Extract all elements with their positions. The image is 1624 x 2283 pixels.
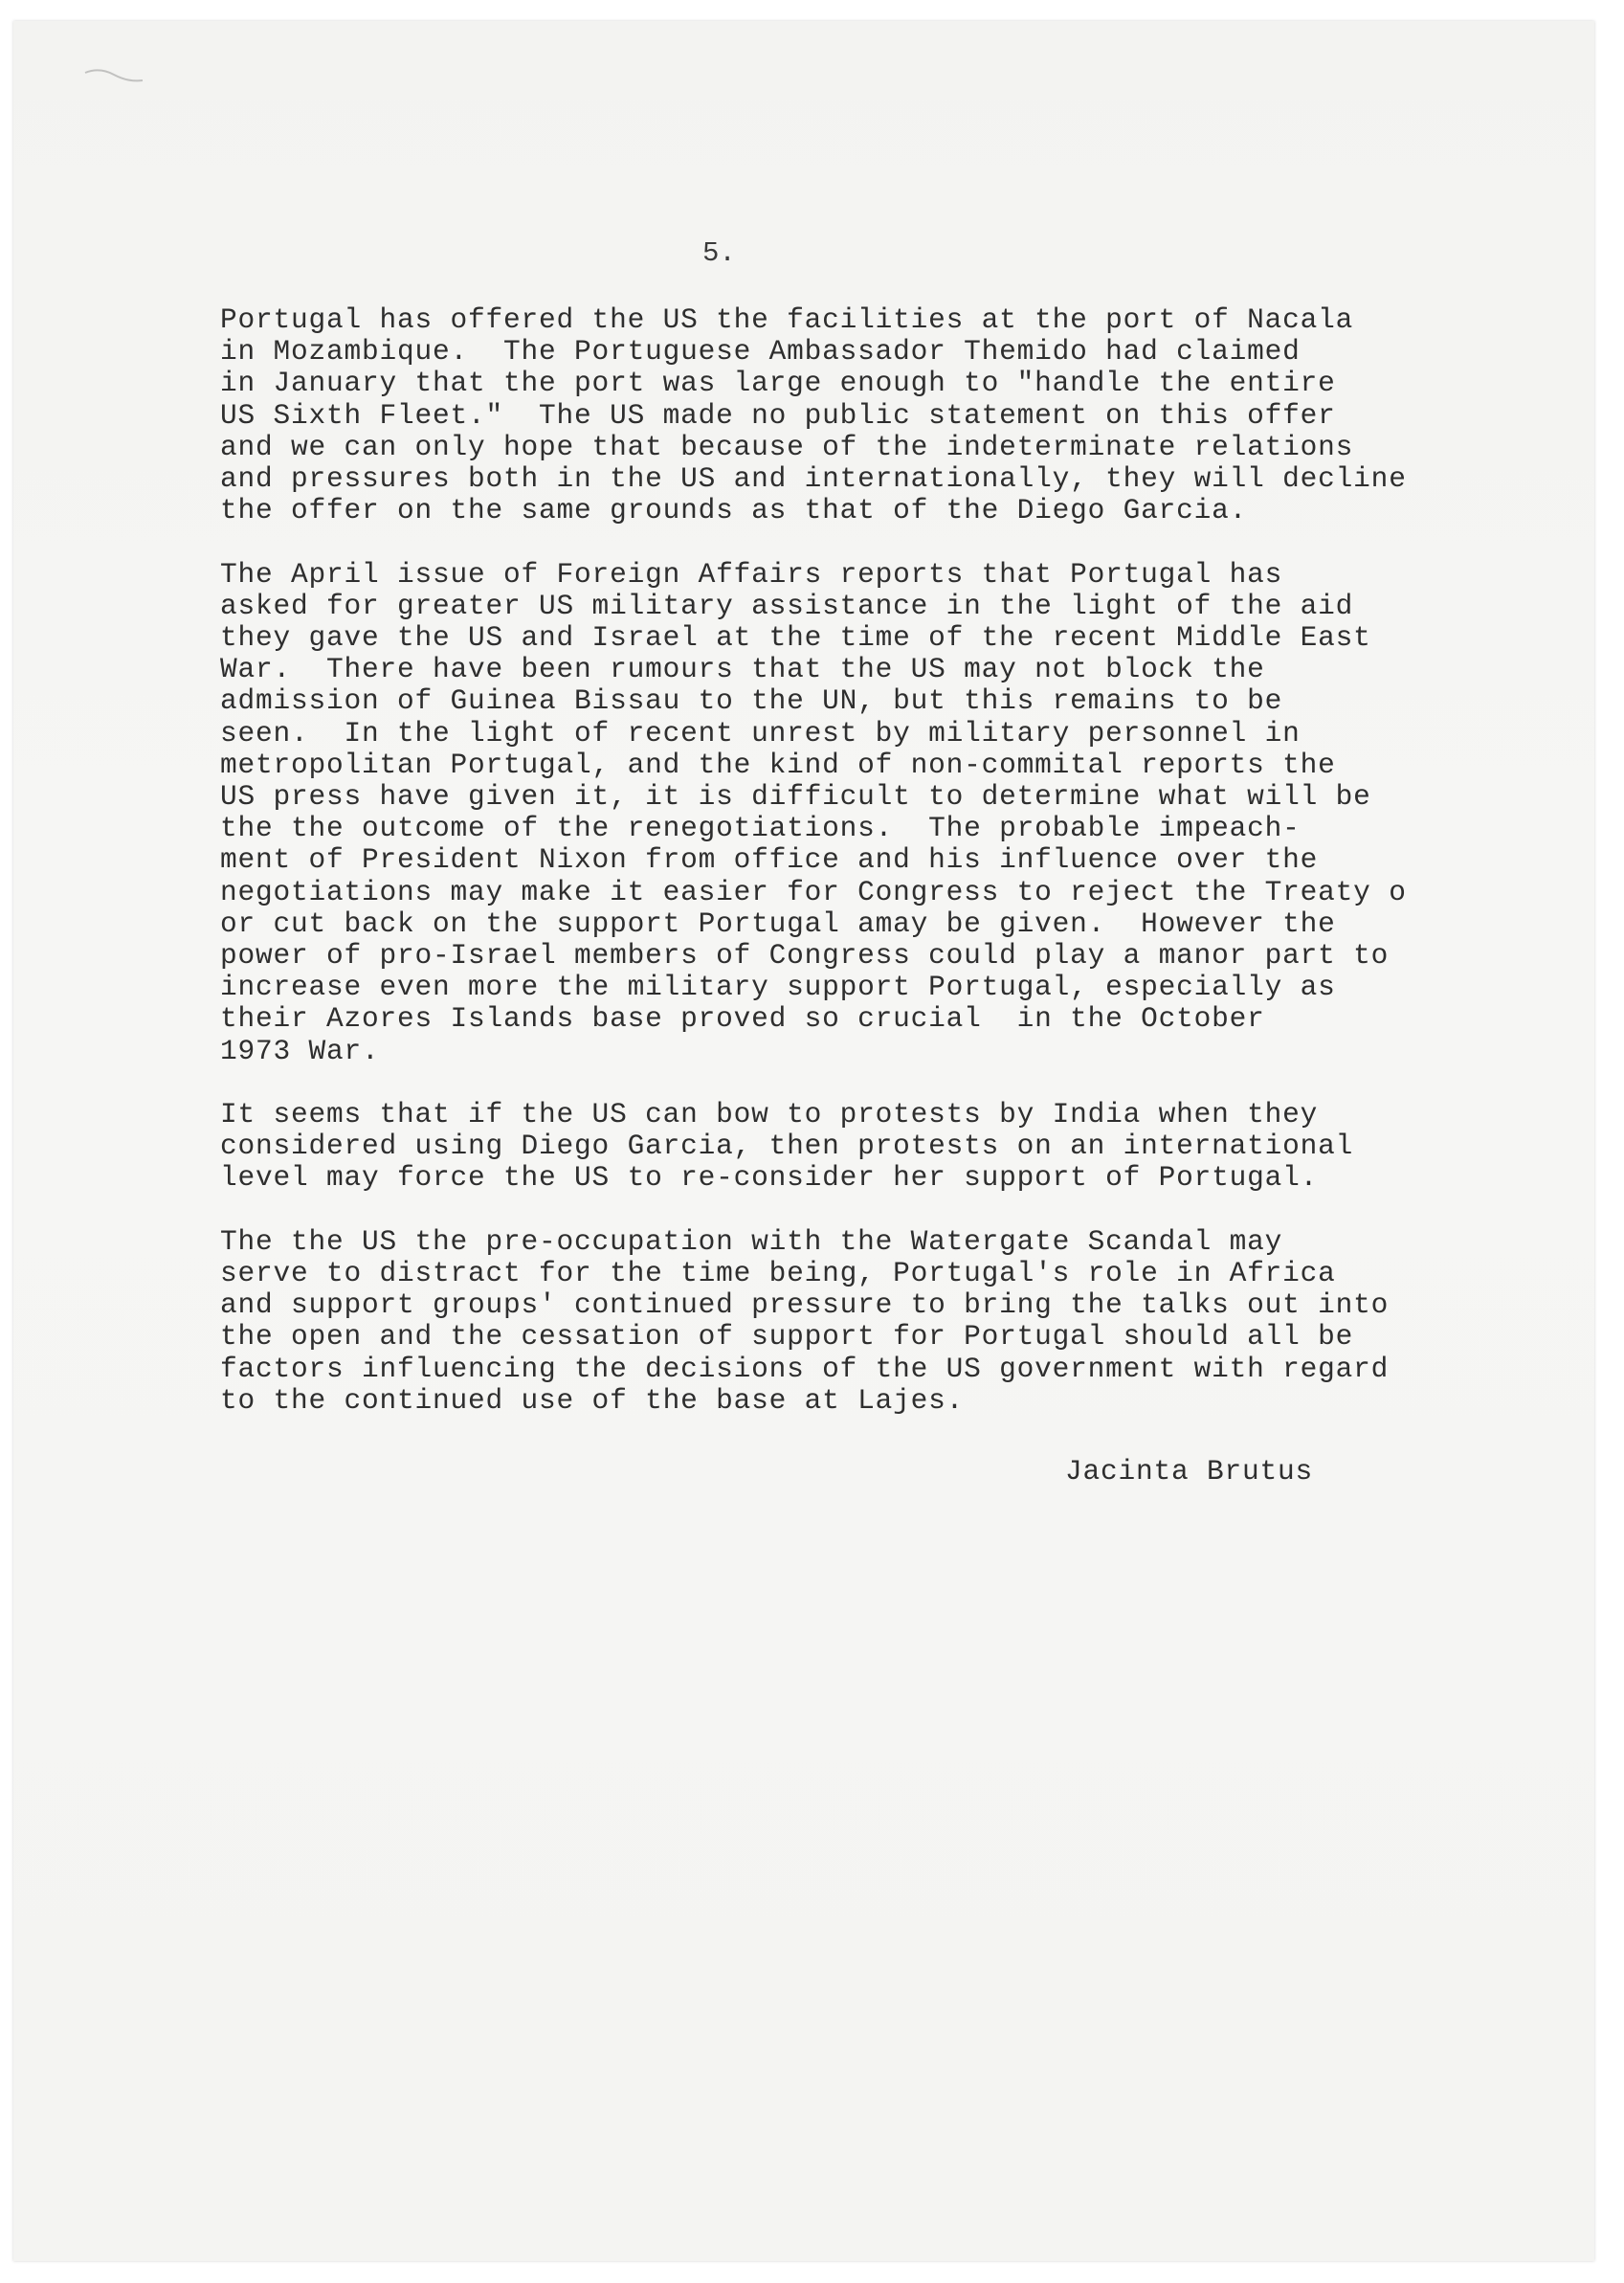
text-line: the the outcome of the renegotiations. The probable impeach- xyxy=(220,812,1301,845)
text-line: level may force the US to re-consider her support of Portugal. xyxy=(220,1161,1319,1195)
text-line: power of pro-Israel members of Congress could play a manor part to xyxy=(220,939,1390,973)
text-line: in Mozambique. The Portuguese Ambassador Themido had claimed xyxy=(220,335,1301,369)
text-line: admission of Guinea Bissau to the UN, but this remains to be xyxy=(220,684,1283,718)
text-line: or cut back on the support Portugal amay be given. However the xyxy=(220,906,1336,940)
text-line: The April issue of Foreign Affairs reports that Portugal has xyxy=(220,557,1283,591)
text-line: metropolitan Portugal, and the kind of non-commital reports the xyxy=(220,748,1336,781)
text-line: seen. In the light of recent unrest by military personnel in xyxy=(220,716,1301,750)
paragraph-1 xyxy=(220,304,1560,526)
text-line: ment of President Nixon from office and his influence over the xyxy=(220,843,1319,877)
text-line: The the US the pre-occupation with the Watergate Scandal may xyxy=(220,1224,1283,1258)
text-line: and support groups' continued pressure to bring the talks out into xyxy=(220,1288,1390,1322)
text-line: negotiations may make it easier for Congress to reject the Treaty o xyxy=(220,875,1407,908)
text-line: the offer on the same grounds as that of the Diego Garcia. xyxy=(220,494,1248,527)
page-number: 5. xyxy=(702,237,736,269)
text-line: asked for greater US military assistance in the light of the aid xyxy=(220,589,1354,622)
text-line: 1973 War. xyxy=(220,1034,380,1067)
text-line: in January that the port was large enough to "handle the entire xyxy=(220,367,1336,400)
text-line: and pressures both in the US and internationally, they will decline xyxy=(220,462,1407,496)
text-line: their Azores Islands base proved so crucial in the October xyxy=(220,1002,1265,1036)
text-line: the open and the cessation of support for Portugal should all be xyxy=(220,1320,1354,1354)
paragraph-2 xyxy=(220,559,1560,1067)
text-line: to the continued use of the base at Lajes. xyxy=(220,1383,965,1417)
text-line: they gave the US and Israel at the time of the recent Middle East xyxy=(220,621,1371,655)
paragraph-4 xyxy=(220,1226,1560,1417)
text-line: It seems that if the US can bow to protests by India when they xyxy=(220,1098,1319,1131)
text-line: US Sixth Fleet." The US made no public statement on this offer xyxy=(220,398,1336,432)
text-line: US press have given it, it is difficult to determine what will be xyxy=(220,780,1371,814)
text-line: War. There have been rumours that the US may not block the xyxy=(220,653,1265,686)
document-body xyxy=(220,304,1560,1448)
paragraph-3 xyxy=(220,1099,1560,1195)
text-line: factors influencing the decisions of the US government with regard xyxy=(220,1352,1390,1385)
text-line: Portugal has offered the US the facilities at the port of Nacala xyxy=(220,303,1354,336)
smudge-mark xyxy=(80,61,147,90)
text-line: and we can only hope that because of the indeterminate relations xyxy=(220,430,1354,463)
text-line: serve to distract for the time being, Portugal's role in Africa xyxy=(220,1257,1336,1290)
text-line: considered using Diego Garcia, then protests on an international xyxy=(220,1130,1354,1163)
text-line: increase even more the military support Portugal, especially as xyxy=(220,971,1336,1004)
signature: Jacinta Brutus xyxy=(1065,1455,1314,1488)
